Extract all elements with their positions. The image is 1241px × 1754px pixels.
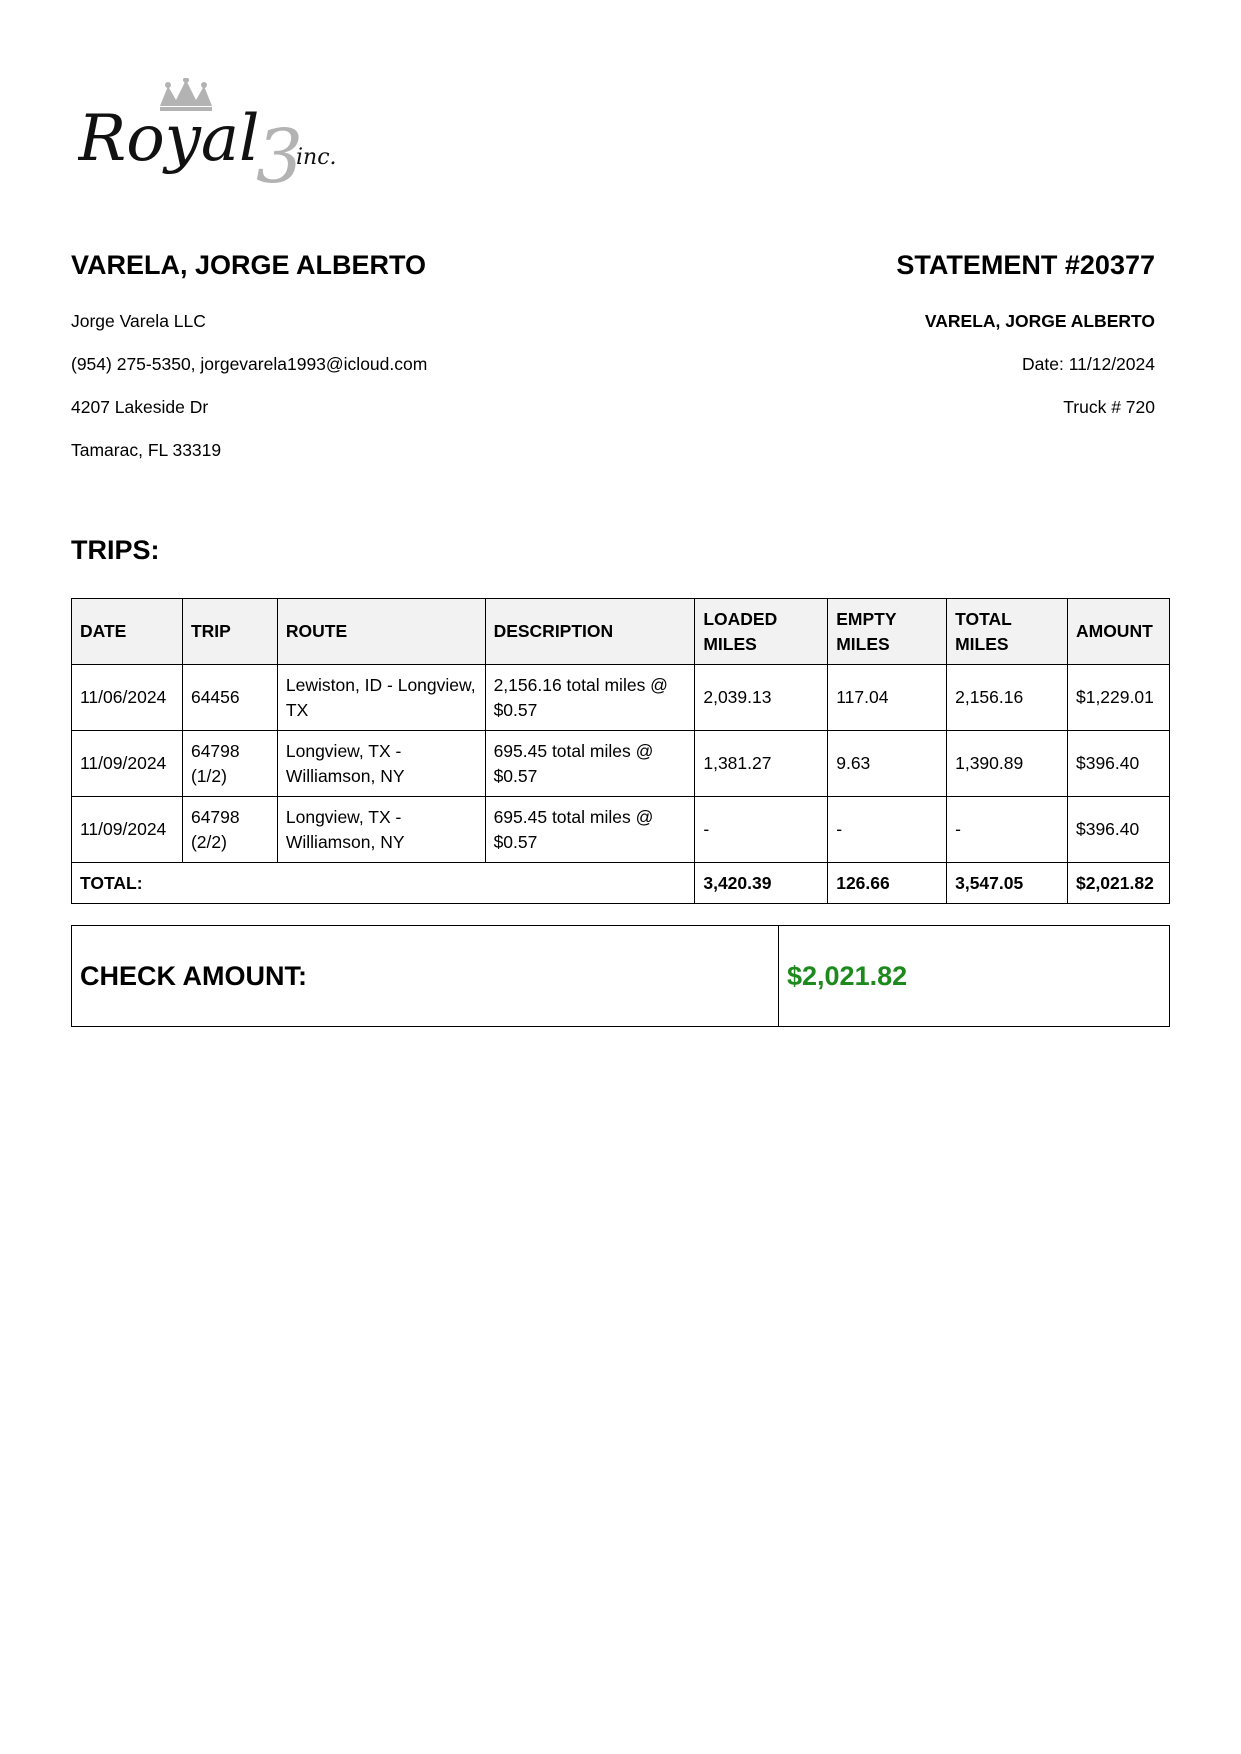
check-amount-label: CHECK AMOUNT: [72,926,779,1027]
cell-amount: $396.40 [1067,731,1169,797]
cell-date: 11/09/2024 [72,797,183,863]
cell-total-miles: - [947,797,1068,863]
header-trip: TRIP [182,599,277,665]
cell-empty-miles: 117.04 [828,665,947,731]
cell-loaded-miles: - [695,797,828,863]
cell-description: 695.45 total miles @ $0.57 [485,797,695,863]
driver-company: Jorge Varela LLC [71,311,206,331]
cell-empty-miles: 9.63 [828,731,947,797]
driver-info [71,311,427,483]
total-amount: $2,021.82 [1067,863,1169,904]
total-label: TOTAL: [72,863,695,904]
cell-route: Longview, TX - Williamson, NY [277,797,485,863]
logo-numeral: 3 [256,114,304,190]
header-description: DESCRIPTION [485,599,695,665]
cell-trip: 64798 (1/2) [182,731,277,797]
statement-date: Date: 11/12/2024 [1022,354,1155,374]
table-header-row [72,599,1170,665]
driver-address-line2: Tamarac, FL 33319 [71,440,222,460]
table-row [72,731,1170,797]
cell-amount: $396.40 [1067,797,1169,863]
check-amount-box [71,925,1170,1027]
cell-date: 11/09/2024 [72,731,183,797]
statement-title: STATEMENT #20377 [896,250,1155,280]
header-empty-miles: EMPTY MILES [828,599,947,665]
statement-truck: Truck # 720 [1063,397,1155,417]
header-loaded-miles: LOADED MILES [695,599,828,665]
cell-amount: $1,229.01 [1067,665,1169,731]
statement-driver-name: VARELA, JORGE ALBERTO [924,311,1155,331]
header-route: ROUTE [277,599,485,665]
header-amount: AMOUNT [1067,599,1169,665]
cell-description: 695.45 total miles @ $0.57 [485,731,695,797]
cell-description: 2,156.16 total miles @ $0.57 [485,665,695,731]
statement-info [925,311,1155,440]
cell-loaded-miles: 1,381.27 [695,731,828,797]
cell-total-miles: 2,156.16 [947,665,1068,731]
cell-route: Lewiston, ID - Longview, TX [277,665,485,731]
trips-table [71,598,1170,904]
table-row [72,797,1170,863]
header-total-miles: TOTAL MILES [947,599,1068,665]
total-loaded-miles: 3,420.39 [695,863,828,904]
cell-total-miles: 1,390.89 [947,731,1068,797]
driver-address-line1: 4207 Lakeside Dr [71,397,209,417]
cell-empty-miles: - [828,797,947,863]
cell-loaded-miles: 2,039.13 [695,665,828,731]
cell-trip: 64798 (2/2) [182,797,277,863]
cell-date: 11/06/2024 [72,665,183,731]
header-date: DATE [72,599,183,665]
table-total-row [72,863,1170,904]
cell-route: Longview, TX - Williamson, NY [277,731,485,797]
total-empty-miles: 126.66 [828,863,947,904]
royal3-logo-graphic [78,78,378,190]
company-logo [78,78,378,190]
driver-name-heading: VARELA, JORGE ALBERTO [71,250,427,280]
check-amount-value: $2,021.82 [779,926,1170,1027]
logo-wordmark: Royal [78,102,260,176]
table-row [72,665,1170,731]
trips-heading: TRIPS: [71,535,160,565]
cell-trip: 64456 [182,665,277,731]
total-total-miles: 3,547.05 [947,863,1068,904]
logo-suffix: inc. [296,145,337,170]
driver-contact: (954) 275-5350, jorgevarela1993@icloud.com [71,354,428,374]
